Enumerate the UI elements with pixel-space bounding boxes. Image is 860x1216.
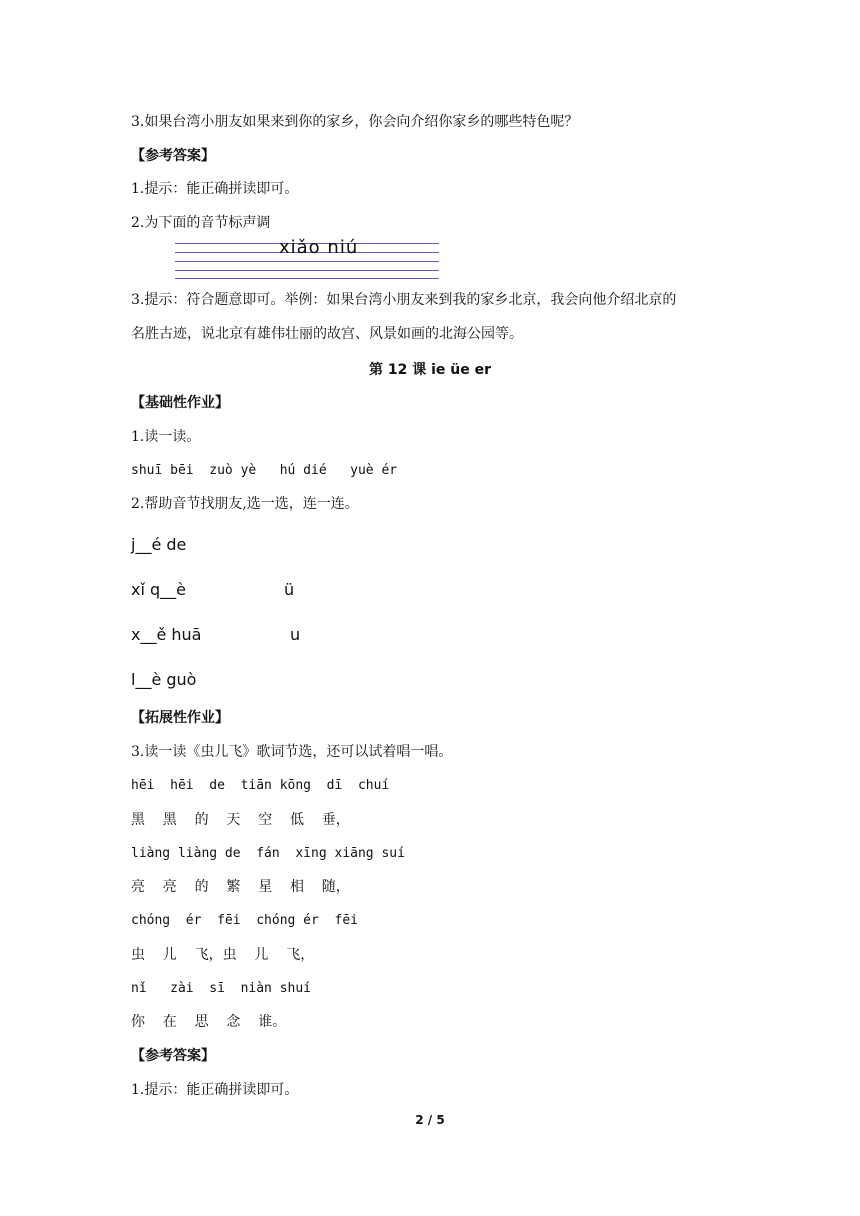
match-left-1: j__é de: [131, 535, 187, 554]
match-right-2: u: [290, 625, 301, 644]
ext-q3: 3.读一读《虫儿飞》歌词节选，还可以试着唱一唱。: [131, 744, 453, 760]
answer-header-2: 【参考答案】: [131, 1048, 215, 1064]
lyric-pinyin-1: hēi hēi de tiān kōng dī chuí: [131, 778, 390, 793]
q3-top: 3.如果台湾小朋友如果来到你的家乡，你会向介绍你家乡的哪些特色呢？: [131, 114, 579, 130]
lyric-hanzi-3: 虫 儿 飞，虫 儿 飞，: [131, 947, 315, 963]
pinyin-staff: [175, 237, 439, 279]
staff-word: xiǎo niú: [279, 237, 359, 258]
lesson-title: 第 12 课 ie üe er: [368, 362, 491, 378]
final-answer-1: 1.提示：能正确拼读即可。: [131, 1082, 299, 1098]
answer-3-line1: 3.提示：符合题意即可。举例：如果台湾小朋友来到我的家乡北京，我会向他介绍北京的: [131, 292, 677, 308]
answer-header: 【参考答案】: [131, 148, 215, 164]
answer-2: 2.为下面的音节标声调: [131, 215, 271, 231]
match-right-1: ü: [284, 580, 295, 599]
page-number: 2 / 5: [415, 1113, 445, 1127]
match-left-2: xǐ q__è: [131, 580, 186, 599]
match-left-3: x__ě huā: [131, 625, 202, 644]
basic-q1-pinyin: shuī bēi zuò yè hú dié yuè ér: [131, 463, 398, 478]
lyric-pinyin-3: chóng ér fēi chóng ér fēi: [131, 913, 358, 928]
lyric-hanzi-1: 黑 黑 的 天 空 低 垂，: [131, 812, 350, 828]
basic-q1: 1.读一读。: [131, 429, 201, 445]
lyric-hanzi-2: 亮 亮 的 繁 星 相 随，: [131, 879, 350, 895]
basic-q2: 2.帮助音节找朋友,选一选，连一连。: [131, 496, 359, 512]
basic-header: 【基础性作业】: [131, 395, 229, 411]
answer-1: 1.提示：能正确拼读即可。: [131, 181, 299, 197]
answer-3-line2: 名胜古迹，说北京有雄伟壮丽的故宫、风景如画的北海公园等。: [131, 326, 523, 342]
lyric-hanzi-4: 你 在 思 念 谁。: [131, 1014, 287, 1030]
lyric-pinyin-4: nǐ zài sī niàn shuí: [131, 981, 312, 996]
lyric-pinyin-2: liàng liàng de fán xīng xiāng suí: [131, 846, 405, 861]
ext-header: 【拓展性作业】: [131, 710, 229, 726]
match-left-4: l__è guò: [131, 670, 197, 689]
